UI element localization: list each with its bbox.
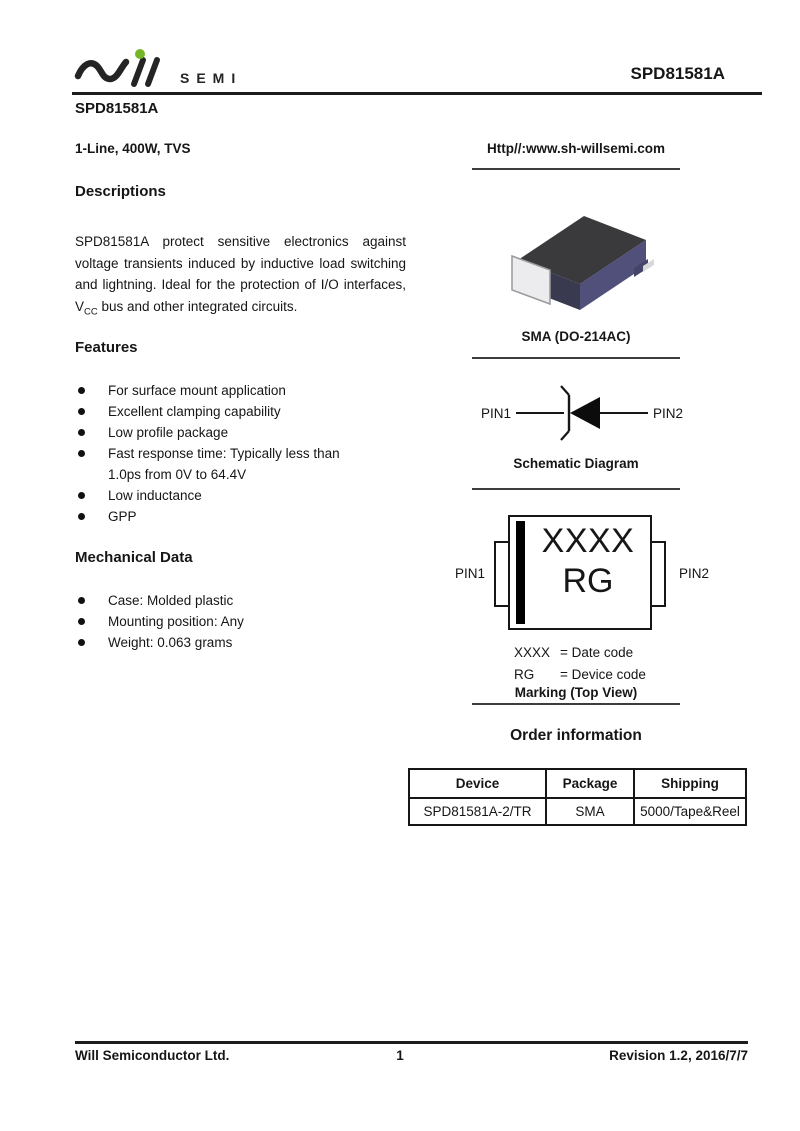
marking-device-code: RG xyxy=(562,562,614,600)
footer-page-number: 1 xyxy=(396,1048,404,1063)
package-3d-image xyxy=(498,198,658,328)
descriptions-paragraph xyxy=(75,231,406,323)
features-list xyxy=(75,380,407,527)
marking-body xyxy=(508,515,652,630)
bullet-icon xyxy=(78,597,85,604)
order-cell-shipping: 5000/Tape&Reel xyxy=(634,798,746,825)
order-table-row xyxy=(409,798,746,825)
schematic-pin1-label: PIN1 xyxy=(481,405,512,421)
feature-item-label: Low profile package xyxy=(108,425,229,440)
order-col-package: Package xyxy=(546,769,634,798)
bullet-icon xyxy=(78,450,85,457)
feature-item xyxy=(75,485,407,506)
product-subtitle: 1-Line, 400W, TVS xyxy=(75,141,191,156)
mechanical-item xyxy=(75,611,407,632)
marking-legend xyxy=(514,642,646,686)
marking-pin-tab-right xyxy=(650,541,666,607)
mechanical-item xyxy=(75,590,407,611)
schematic-caption-underline xyxy=(472,488,680,490)
marking-legend-row xyxy=(514,664,646,686)
mechanical-item-label: Mounting position: Any xyxy=(108,614,244,629)
bullet-icon xyxy=(78,639,85,646)
feature-item xyxy=(75,401,407,422)
feature-item-label: GPP xyxy=(108,509,137,524)
mechanical-item xyxy=(75,632,407,653)
features-title: Features xyxy=(75,339,138,356)
mechanical-item-label: Weight: 0.063 grams xyxy=(108,635,233,650)
header-rule xyxy=(72,92,762,95)
order-cell-package: SMA xyxy=(546,798,634,825)
schematic-pin2-label: PIN2 xyxy=(653,405,684,421)
website-underline xyxy=(472,168,680,170)
footer-company: Will Semiconductor Ltd. xyxy=(75,1048,230,1063)
feature-item-label: Excellent clamping capability xyxy=(108,404,281,419)
logo-slash-1 xyxy=(134,60,143,84)
marking-legend-row xyxy=(514,642,646,664)
marking-pin2-label: PIN2 xyxy=(679,566,710,581)
feature-item-label: For surface mount application xyxy=(108,383,286,398)
feature-item xyxy=(75,506,407,527)
footer-rule xyxy=(75,1041,748,1044)
legend-desc: = Date code xyxy=(560,645,634,660)
legend-code: RG xyxy=(514,667,535,682)
order-col-device: Device xyxy=(409,769,546,798)
bullet-icon xyxy=(78,429,85,436)
marking-cathode-bar xyxy=(516,521,525,624)
willsemi-logo-icon xyxy=(74,48,174,94)
feature-item-label: Fast response time: Typically less than 1.0ps from 0V to 64.4V xyxy=(108,446,340,482)
marking-pin1-label: PIN1 xyxy=(455,566,486,581)
descriptions-title: Descriptions xyxy=(75,183,166,200)
order-cell-device: SPD81581A-2/TR xyxy=(409,798,546,825)
bullet-icon xyxy=(78,387,85,394)
bullet-icon xyxy=(78,618,85,625)
footer-revision: Revision 1.2, 2016/7/7 xyxy=(609,1048,748,1063)
order-table xyxy=(408,768,747,826)
logo-green-dot xyxy=(135,49,145,59)
brand-semi-text: SEMI xyxy=(180,70,243,86)
schematic-caption: Schematic Diagram xyxy=(513,456,639,471)
order-table-header-row xyxy=(409,769,746,798)
vcc-subscript: CC xyxy=(84,306,98,318)
order-title: Order information xyxy=(510,727,642,744)
feature-item xyxy=(75,422,407,443)
descriptions-text-2: bus and other integrated circuits. xyxy=(97,298,298,314)
descriptions-text-1: SPD81581A protect sensitive electronics against voltage transients induced by inductive load switching and lightning. Ideal for the protection of I/O interfaces, V xyxy=(75,234,406,314)
bullet-icon xyxy=(78,408,85,415)
marking-caption-underline xyxy=(472,703,680,705)
part-number-heading: SPD81581A xyxy=(630,64,725,83)
marking-date-code: XXXX xyxy=(541,522,635,560)
feature-item-label: Low inductance xyxy=(108,488,202,503)
legend-code: XXXX xyxy=(514,645,551,660)
marking-caption: Marking (Top View) xyxy=(514,685,638,700)
schematic-diagram xyxy=(476,384,688,442)
logo-slash-2 xyxy=(148,60,157,84)
mechanical-item-label: Case: Molded plastic xyxy=(108,593,234,608)
package-caption-underline xyxy=(472,357,680,359)
mechanical-title: Mechanical Data xyxy=(75,549,193,566)
feature-item xyxy=(75,443,407,485)
bullet-icon xyxy=(78,492,85,499)
feature-item xyxy=(75,380,407,401)
mechanical-list xyxy=(75,590,407,653)
page-part-number: SPD81581A xyxy=(75,100,159,117)
package-caption: SMA (DO-214AC) xyxy=(521,329,631,344)
bullet-icon xyxy=(78,513,85,520)
logo-wave-stroke xyxy=(78,62,126,79)
order-col-shipping: Shipping xyxy=(634,769,746,798)
legend-desc: = Device code xyxy=(560,667,646,682)
schematic-diode-icon xyxy=(516,384,648,442)
website-link[interactable]: Http//:www.sh-willsemi.com xyxy=(486,141,666,156)
